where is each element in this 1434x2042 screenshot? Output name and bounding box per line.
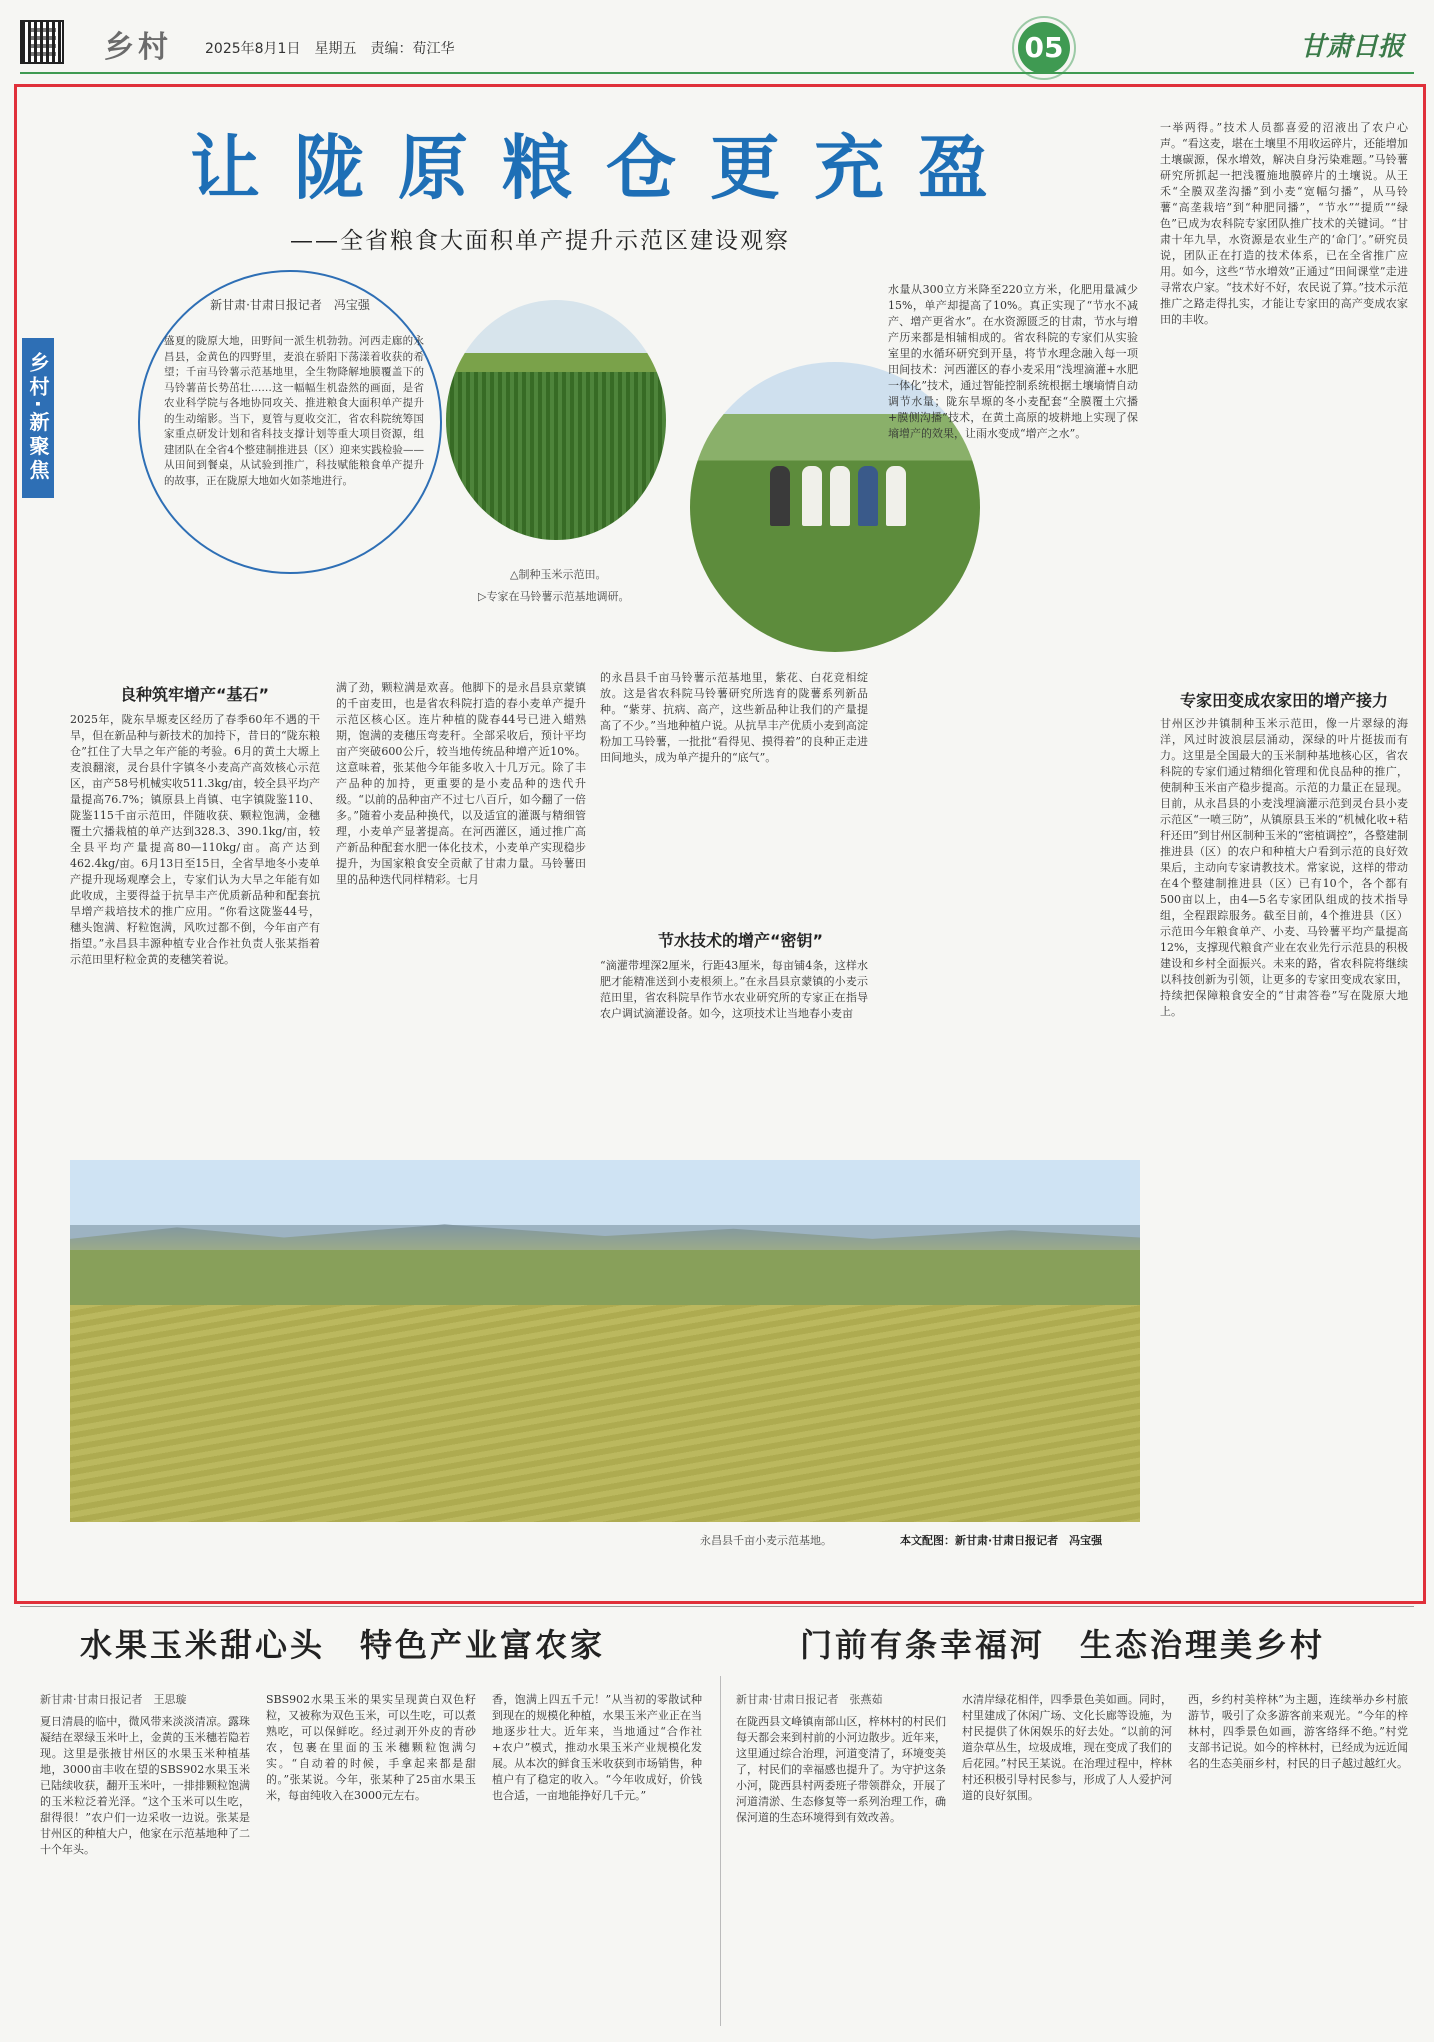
article-column: 夏日清晨的临中，微风带来淡淡清凉。露珠凝结在翠绿玉米叶上，金黄的玉米穗若隐若现。这里是张掖甘州区的水果玉米种植基地，3000亩丰收在望的SBS902水果玉米已陆续收获，翻开玉米叶，一排排颗粒饱满的玉米粒泛着光泽。“这个玉米可以生吃，甜得很！”农户们一边采收一边说。张某是甘州区的种植大户，他家在示范基地种了二十个年头。 xyxy=(40,1715,250,1856)
section-heading: 良种筑牢增产“基石” xyxy=(120,685,270,704)
intro-text: 盛夏的陇原大地，田野间一派生机勃勃。河西走廊的永昌县，金黄色的四野里，麦浪在骄阳下荡漾着收获的希望；千亩马铃薯示范基地里，全生物降解地膜覆盖下的马铃薯苗长势茁壮……这一幅幅生机盎然的画面，是省农业科学院与各地协同攻关、推进粮食大面积单产提升的生动缩影。当下，夏管与夏收交汇，省农科院统筹国家重点研发计划和省科技支撑计划等重大项目资源，组建团队在全省4个整建制推进县（区）迎来实践检验——从田间到餐桌，从试验到推广，科技赋能粮食单产提升的故事，正在陇原大地如火如荼地进行。 xyxy=(164,335,424,487)
article-column: 甘州区沙井镇制种玉米示范田，像一片翠绿的海洋，风过时波浪层层涌动，深绿的叶片挺拔而有力。这里是全国最大的玉米制种基地核心区，省农科院的专家们通过精细化管理和优良品种的推广，使制种玉米亩产稳步提高。示范的力量正在显现。目前，从永昌县的小麦浅埋滴灌示范到灵台县小麦示范区“一喷三防”，从镇原县玉米的“机械化收+秸秆还田”到甘州区制种玉米的“密植调控”，各整建制推进县（区）的农户和种植大户看到示范的良好效果后，主动向专家请教技术。常家说，这样的带动在4个整建制推进县（区）已有10个，各个都有500亩以上，由4—5名专家团队组成的技术指导组，全程跟踪服务。截至目前，4个推进县（区）示范田今年粮食单产、小麦、马铃薯平均产量提高12%，支撑现代粮食产业在农业先行示范县的积极建设和乡村全面振兴。未来的路，省农科院将继续以科技创新为引领，让更多的专家田变成农家田，持续把保障粮食安全的“甘肃答卷”写在陇原大地上。 xyxy=(1160,717,1408,1018)
page-number: 05 xyxy=(1018,22,1070,74)
date-line: 2025年8月1日 星期五 责编：荀江华 xyxy=(205,41,455,57)
feature-subhead: ——全省粮食大面积单产提升示范区建设观察 xyxy=(290,228,790,254)
byline: 新甘肃·甘肃日报记者 王思璇 xyxy=(40,1693,187,1706)
section-heading: 专家田变成农家田的增产接力 xyxy=(1180,691,1389,710)
article-column: 西，乡约村美梓林”为主题，连续举办乡村旅游节，吸引了众多游客前来观光。“今年的梓林村，四季景色如画，游客络绎不绝。”村党支部书记说。如今的梓林村，已经成为远近闻名的生态美丽乡村，村民的日子越过越红火。 xyxy=(1188,1693,1408,1770)
article-column: 的永昌县千亩马铃薯示范基地里，紫花、白花竞相绽放。这是省农科院马铃薯研究所选育的陇薯系列新品种。“紫芽、抗病、高产，这些新品种让我们的产量提高了不少。”当地种植户说。从抗旱丰产优质小麦到高淀粉加工马铃薯，一批批“看得见、摸得着”的良种正走进田间地头，成为单产提升的“底气”。 xyxy=(600,671,868,764)
byline: 新甘肃·甘肃日报记者 张燕茹 xyxy=(736,1693,883,1706)
divider xyxy=(20,1606,1414,1607)
header-rule xyxy=(20,72,1414,74)
article-column: 在陇西县文峰镇南部山区，梓林村的村民们每天都会来到村前的小河边散步。近年来，这里通过综合治理，河道变清了，环境变美了，村民们的幸福感也提升了。为守护这条小河，陇西县村两委班子带领群众，开展了河道清淤、生态修复等一系列治理工作，确保河道的生态环境得到有效改善。 xyxy=(736,1715,946,1824)
article-column: 一举两得。”技术人员都喜爱的沼液出了农户心声。“看这麦，堪在土壤里不用收运碎片，还能增加土壤碳源，保水增效，解决自身污染难题。”马铃薯研究所抓起一把浅覆施地膜碎片的土壤说。从王禾“全膜双垄沟播”到小麦“宽幅匀播”，从马铃薯“高垄栽培”到“种肥同播”，“节水”“提质”“绿色”已成为农科院专家团队推广技术的关键词。“甘肃十年九旱，水资源是农业生产的‘命门’。”研究员说，团队正在打造的技术体系，已在全省推广应用。如今，这些“节水增效”正通过“田间课堂”走进寻常农户家。“技术好不好，农民说了算。”技术示范推广之路走得扎实，才能让专家田的高产变成农家田的丰收。 xyxy=(1160,121,1408,326)
article-column: 香，饱满上四五千元！”从当初的零散试种到现在的规模化种植，水果玉米产业正在当地逐步壮大。近年来，当地通过“合作社+农户”模式，推动水果玉米产业规模化发展。从本次的鲜食玉米收获到市场销售，种植户有了稳定的收入。“今年收成好，价钱也合适，一亩地能挣好几千元。” xyxy=(492,1693,702,1802)
article-column: “滴灌带埋深2厘米，行距43厘米，每亩铺4条，这样水肥才能精准送到小麦根须上。”在永昌县京蒙镇的小麦示范田里，省农科院旱作节水农业研究所的专家正在指导农户调试滴灌设备。如今，这项技术让当地春小麦亩 xyxy=(600,959,868,1020)
article-column: 满了劲，颗粒满是欢喜。他脚下的是永昌县京蒙镇的千亩麦田，也是省农科院打造的春小麦单产提升示范区核心区。连片种植的陇春44号已进入蜡熟期，饱满的麦穗压弯麦秆。全部采收后，预计平均亩产突破600公斤，较当地传统品种增产近10%。这意味着，张某他今年能多收入十几万元。除了丰产品种的加持，更重要的是小麦品种的迭代升级。“以前的品种亩产不过七八百斤，如今翻了一倍多。”随着小麦品种换代，以及适宜的灌溉与精细管理，小麦单产显著提高。在河西灌区，通过推广高产新品种配套水肥一体化技术，小麦单产实现稳步提升，为国家粮食安全贡献了甘肃力量。马铃薯田里的品种迭代同样精彩。七月 xyxy=(336,681,586,886)
photo-caption: ▷专家在马铃薯示范基地调研。 xyxy=(478,590,630,603)
article-column: SBS902水果玉米的果实呈现黄白双色籽粒，又被称为双色玉米，可以生吃，可以煮熟吃，可以保鲜吃。经过剥开外皮的青砂农，包裹在里面的玉米穗颗粒饱满匀实。“自动着的时候，手拿起来都是甜的。”张某说。今年，张某种了25亩水果玉米，每亩纯收入在3000元左右。 xyxy=(266,1693,476,1802)
wheat-field-photo xyxy=(70,1160,1140,1522)
masthead-logo: 甘肃日报 xyxy=(1300,32,1405,62)
divider xyxy=(720,1676,721,2026)
photo-caption: △制种玉米示范田。 xyxy=(510,568,607,581)
article-headline: 门前有条幸福河 生态治理美乡村 xyxy=(800,1626,1326,1664)
qr-code-icon xyxy=(20,20,64,64)
photo-caption: 永昌县千亩小麦示范基地。 xyxy=(700,1534,832,1547)
byline: 新甘肃·甘肃日报记者 冯宝强 xyxy=(210,298,370,312)
article-column: 2025年，陇东旱塬麦区经历了春季60年不遇的干旱，但在新品种与新技术的加持下，昔日的“陇东粮仓”扛住了大旱之年产能的考验。6月的黄土大塬上麦浪翻滚，灵台县什字镇冬小麦高产高效核心示范区，亩产58号机械实收511.3kg/亩，较全县平均产量提高76.7%；镇原县上肖镇、屯字镇陇鉴110、陇鉴115千亩示范田，伴随收获、颗粒饱满，金穗覆土穴播栽植的单产达到328.3、390.1kg/亩，较全县平均产量提高80—110kg/亩。高产达到462.4kg/亩。6月13日至15日，全省旱地冬小麦单产提升现场观摩会上，专家们认为大旱之年能有如此收成，主要得益于抗旱丰产优质新品种和配套抗旱增产栽培技术的推广应用。“你看这陇鉴44号，穗头饱满、籽粒饱满，风吹过都不倒，今年亩产有指望。”永昌县丰源种植专业合作社负责人张某指着示范田里籽粒金黄的麦穗笑着说。 xyxy=(70,713,320,966)
section-name: 乡村 xyxy=(104,30,172,65)
article-column: 水清岸绿花相伴，四季景色美如画。同时，村里建成了休闲广场、文化长廊等设施，为村民提供了休闲娱乐的好去处。“以前的河道杂草丛生，垃圾成堆，现在变成了我们的后花园。”村民王某说。在治理过程中，梓林村还积极引导村民参与，形成了人人爱护河道的良好氛围。 xyxy=(962,1693,1172,1802)
photo-credit: 本文配图：新甘肃·甘肃日报记者 冯宝强 xyxy=(900,1534,1103,1547)
corn-field-photo xyxy=(446,300,666,540)
article-column: 水量从300立方米降至220立方米，化肥用量减少15%，单产却提高了10%。真正实现了“节水不减产、增产更省水”。在水资源匮乏的甘肃，节水与增产历来都是相辅相成的。省农科院的专家们从实验室里的水循环研究到开垦，将节水理念融入每一项田间技术：河西灌区的春小麦采用“浅埋滴灌+水肥一体化”技术，通过智能控制系统根据土壤墒情自动调节水量；陇东旱塬的冬小麦配套“全膜覆土穴播+膜侧沟播”技术，在黄土高原的坡耕地上实现了保墒增产的效果，让雨水变成“增产之水”。 xyxy=(888,283,1138,440)
article-headline: 水果玉米甜心头 特色产业富农家 xyxy=(80,1626,606,1664)
feature-headline: 让陇原粮仓更充盈 xyxy=(190,127,1022,209)
side-label: 乡村·新聚焦 xyxy=(22,338,54,498)
section-heading: 节水技术的增产“密钥” xyxy=(658,931,824,950)
